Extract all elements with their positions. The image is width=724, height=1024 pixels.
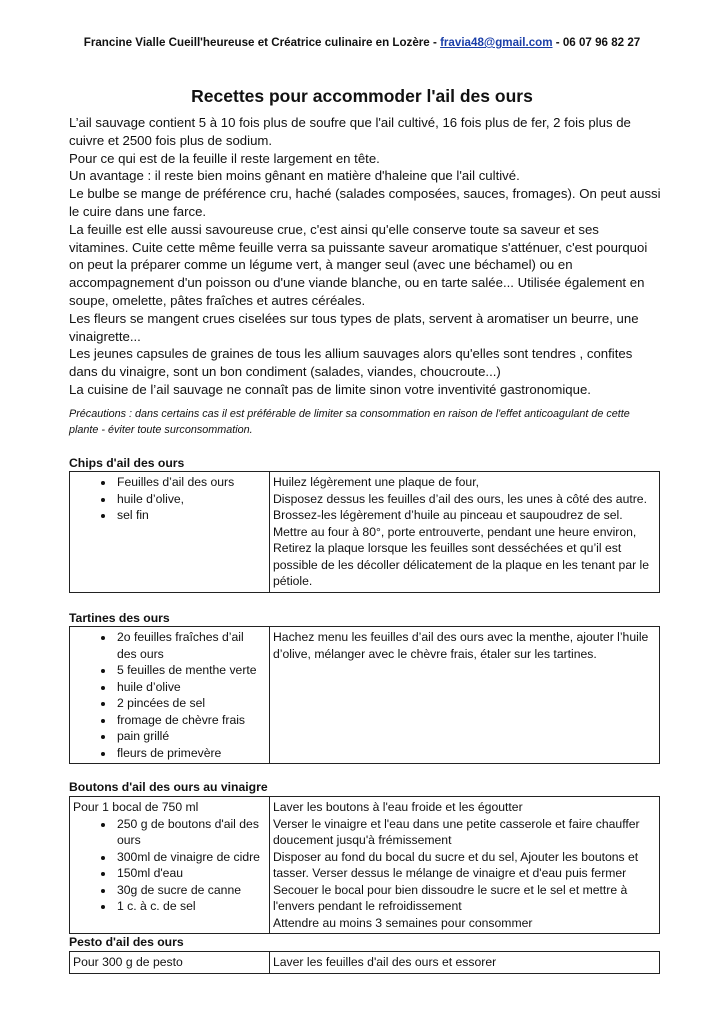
ingredients-cell — [70, 952, 270, 974]
page-header — [0, 36, 724, 49]
recipe-table-boutons — [69, 796, 660, 934]
steps-cell — [270, 797, 660, 934]
table-row — [70, 472, 660, 593]
ingredients-cell — [70, 797, 270, 934]
list-item: • 2 pincées de sel — [115, 695, 266, 712]
recipe-table-chips — [69, 471, 660, 593]
step-text: Laver les boutons à l'eau froide et les égoutter — [273, 800, 523, 814]
step-text: Attendre au moins 3 semaines pour consommer — [273, 915, 533, 930]
list-item: • Feuilles d’ail des ours — [115, 474, 266, 491]
recipe-title-chips: Chips d'ail des ours — [69, 456, 185, 470]
intro-paragraph: Les jeunes capsules de graines de tous les allium sauvages alors qu'elles sont tendres , confites dans du vinaigre, sont un bon condiment (salades, viandes, choucroute...) — [69, 346, 633, 380]
precaution-note: Précautions : dans certains cas il est préférable de limiter sa consommation en raison de l'effet anticoagulant de cette plante - éviter toute surconsommation. — [69, 408, 630, 436]
list-item: • huile d’olive — [115, 679, 266, 696]
step-text: Secouer le bocal pour bien dissoudre le sucre et le sel et mettre à l'envers pendant le refroidissement — [273, 882, 628, 913]
list-item: • huile d’olive, — [115, 491, 266, 508]
step-text: Laver les feuilles d'ail des ours et essorer — [273, 955, 497, 969]
steps-cell — [270, 952, 660, 974]
recipe-title-boutons: Boutons d'ail des ours au vinaigre — [69, 780, 268, 794]
list-item: • fromage de chèvre frais — [115, 712, 266, 729]
header-email-link[interactable]: fravia48@gmail.com — [440, 36, 553, 49]
recipe-title-tartines: Tartines des ours — [69, 611, 170, 625]
header-author: Francine Vialle Cueill'heureuse et Créatrice culinaire en Lozère - — [83, 36, 441, 49]
list-item: • pain grillé — [115, 728, 266, 745]
list-item: • 2o feuilles fraîches d’ail des ours — [115, 629, 266, 662]
ingredients-list — [73, 474, 266, 524]
step-text: Huilez légèrement une plaque de four, — [273, 475, 479, 489]
list-item: • 250 g de boutons d'ail des ours — [115, 816, 266, 849]
table-row — [70, 797, 660, 934]
list-item: • 300ml de vinaigre de cidre — [115, 849, 266, 866]
recipe-table-tartines — [69, 626, 660, 764]
step-text: Brossez-les légèrement d’huile au pinceau et saupoudrez de sel. — [273, 508, 623, 522]
intro-paragraph: Les fleurs se mangent crues ciselées sur tous types de plats, servent à aromatiser un beurre, une vinaigrette... — [69, 310, 639, 344]
header-phone: - 06 07 96 82 27 — [552, 36, 641, 49]
ingredients-lead: Pour 1 bocal de 750 ml — [73, 800, 199, 814]
step-text: Retirez la plaque lorsque les feuilles sont desséchées et qu’il est possible de les décoller délicatement de la plaque en les tenant par le pétiole. — [273, 541, 650, 588]
recipe-table-pesto — [69, 951, 660, 974]
ingredients-cell — [70, 627, 270, 764]
list-item: • 30g de sucre de canne — [115, 882, 266, 899]
steps-cell — [270, 627, 660, 764]
intro-paragraph: Le bulbe se mange de préférence cru, haché (salades composées, sauces, fromages). On peut aussi le cuire dans une farce. — [69, 186, 661, 219]
list-item: • 5 feuilles de menthe verte — [115, 662, 266, 679]
page-title: Recettes pour accommoder l'ail des ours — [191, 86, 533, 106]
ingredients-lead: Pour 300 g de pesto — [73, 955, 183, 969]
recipe-title-pesto: Pesto d'ail des ours — [69, 935, 184, 949]
step-text: Hachez menu les feuilles d’ail des ours avec la menthe, ajouter l’huile d’olive, mélanger avec le chèvre frais, étaler sur les tartines. — [273, 630, 649, 661]
intro-text — [69, 114, 661, 399]
step-text: Disposer au fond du bocal du sucre et du sel, Ajouter les boutons et tasser. Verser dessus le mélange de vinaigre et d'eau puis fermer — [273, 849, 639, 880]
step-text: Mettre au four à 80°, porte entrouverte, pendant une heure environ, — [273, 524, 637, 539]
intro-paragraph: La cuisine de l’ail sauvage ne connaît pas de limite sinon votre inventivité gastronomique. — [69, 381, 591, 397]
step-text: Disposez dessus les feuilles d’ail des ours, les unes à côté des autre. — [273, 491, 647, 506]
steps-cell — [270, 472, 660, 593]
ingredients-list — [73, 629, 266, 761]
table-row — [70, 952, 660, 974]
intro-paragraph: L’ail sauvage contient 5 à 10 fois plus de soufre que l'ail cultivé, 16 fois plus de fer, 2 fois plus de cuivre et 2500 fois plus de sodium. — [69, 115, 631, 148]
ingredients-list — [73, 816, 266, 915]
step-text: Verser le vinaigre et l'eau dans une petite casserole et faire chauffer doucement jusqu'à frémissement — [273, 816, 640, 847]
intro-paragraph: Un avantage : il reste bien moins gênant en matière d'haleine que l'ail cultivé. — [69, 168, 520, 184]
list-item: • fleurs de primevère — [115, 745, 266, 762]
list-item: • 150ml d'eau — [115, 865, 266, 882]
intro-paragraph: La feuille est elle aussi savoureuse crue, c'est ainsi qu'elle conserve toute sa saveur et ses vitamines. Cuite cette même feuille verra sa puissante saveur aromatique s'atténuer, c'est pourquoi on peut la préparer comme un légume vert, à manger seul (avec une béchamel) ou en accompagnement d'un poisson ou d'une viande blanche, ou en tarte salée... Utilisée également en soupe, omelette, pâtes fraîches et autres céréales. — [69, 221, 648, 308]
list-item: • 1 c. à c. de sel — [115, 898, 266, 915]
intro-paragraph: Pour ce qui est de la feuille il reste largement en tête. — [69, 150, 380, 166]
ingredients-cell — [70, 472, 270, 593]
list-item: • sel fin — [115, 507, 266, 524]
table-row — [70, 627, 660, 764]
